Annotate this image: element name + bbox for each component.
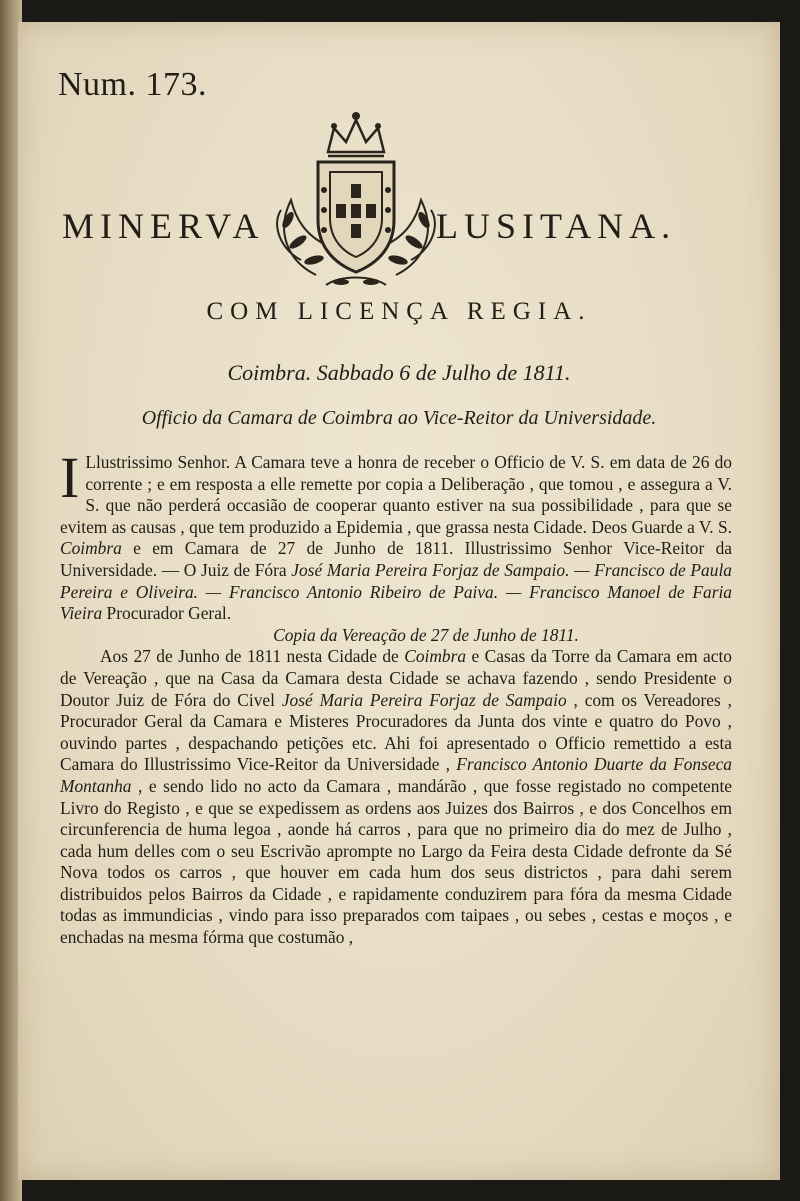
masthead xyxy=(18,100,780,300)
record-place: Coimbra xyxy=(404,646,467,667)
record-name-judge: José Maria Pereira Forjaz de Sampaio xyxy=(281,689,567,710)
masthead-title-left: MINERVA xyxy=(62,206,265,246)
record-text-b: e Casas da Torre da Camara em acto de Vereação , que na Casa da Camara desta Cidade se achava fazendo , sendo Presidente o Doutor Juiz de Fóra do Civel xyxy=(60,646,732,710)
royal-licence-line: COM LICENÇA REGIA. xyxy=(206,298,592,325)
letter-text-b: e em Camara de 27 de Junho de 1811. Illustrissimo Senhor Vice-Reitor da Universidade. — O Juiz de Fóra xyxy=(60,538,732,580)
record-text-c: , com os Vereadores , Procurador Geral da Camara e Misteres Procuradores da Junta dos vinte e quatro do Povo , ouvindo partes , despachando petições etc. Ahi foi apresentado o Officio remettido a esta Camara do Illustrissimo Vice-Reitor da Universidade , xyxy=(60,689,732,775)
newspaper-page xyxy=(18,22,780,1180)
record-text-d: , e sendo lido no acto da Camara , mandárão , que fosse registado no competente Livro do Registo , e que se expedissem as ordens aos Juizes dos Bairros , e dos Concelhos em circunferencia de huma legoa , aonde há carros , para que no primeiro dia do mez de Julho , cada hum delles com o seu Escrivão aprompte no Largo da Feira desta Cidade defronte da Sé Nova todos os carros , que houver em cada hum dos seus districtos , para dahi serem distribuidos pelos Bairros da Cidade , e rapidamente conduzirem para fóra da mesma Cidade todas as immundicias , vindo para isso preparados com taipaes , ou sebes , cestas e moços , e enchadas na mesma fórma que costumão , xyxy=(60,775,732,948)
article-heading: Officio da Camara de Coimbra ao Vice-Reitor da Universidade. xyxy=(141,407,657,429)
drop-cap: I xyxy=(60,445,80,510)
letter-paragraph xyxy=(60,445,732,625)
record-text-a: Aos 27 de Junho de 1811 nesta Cidade de xyxy=(100,646,405,667)
article-body xyxy=(60,445,732,949)
masthead-title-right: LUSITANA. xyxy=(436,206,677,246)
letter-signatories: José Maria Pereira Forjaz de Sampaio. — Francisco de Paula Pereira e Oliveira. — Francisco Antonio Ribeiro de Paiva. — Francisco Manoel de Faria Vieira xyxy=(60,559,732,624)
copia-heading: Copia da Vereação de 27 de Junho de 1811. xyxy=(273,624,579,645)
letter-text-a: Llustrissimo Senhor. A Camara teve a honra de receber o Officio de V. S. em data de 26 do corrente ; e em resposta a elle remette por copia a Deliberação , que tomou , e assegura a V. S. que não perderá occasião de cooperar quanto estiver na sua possibilidade , para que se evitem as causas , que tem produzido a Epidemia , que grassa nesta Cidade. Deos Guarde a V. S. xyxy=(60,452,732,537)
letter-text-c: Procurador Geral. xyxy=(102,603,232,624)
issue-number: Num. 173. xyxy=(58,66,207,103)
record-paragraph xyxy=(60,646,732,948)
record-name-vice-rector: Francisco Antonio Duarte da Fonseca Montanha xyxy=(60,754,732,796)
coat-of-arms-icon xyxy=(256,100,456,300)
dateline: Coimbra. Sabbado 6 de Julho de 1811. xyxy=(227,360,571,385)
letter-place: Coimbra xyxy=(60,538,122,559)
